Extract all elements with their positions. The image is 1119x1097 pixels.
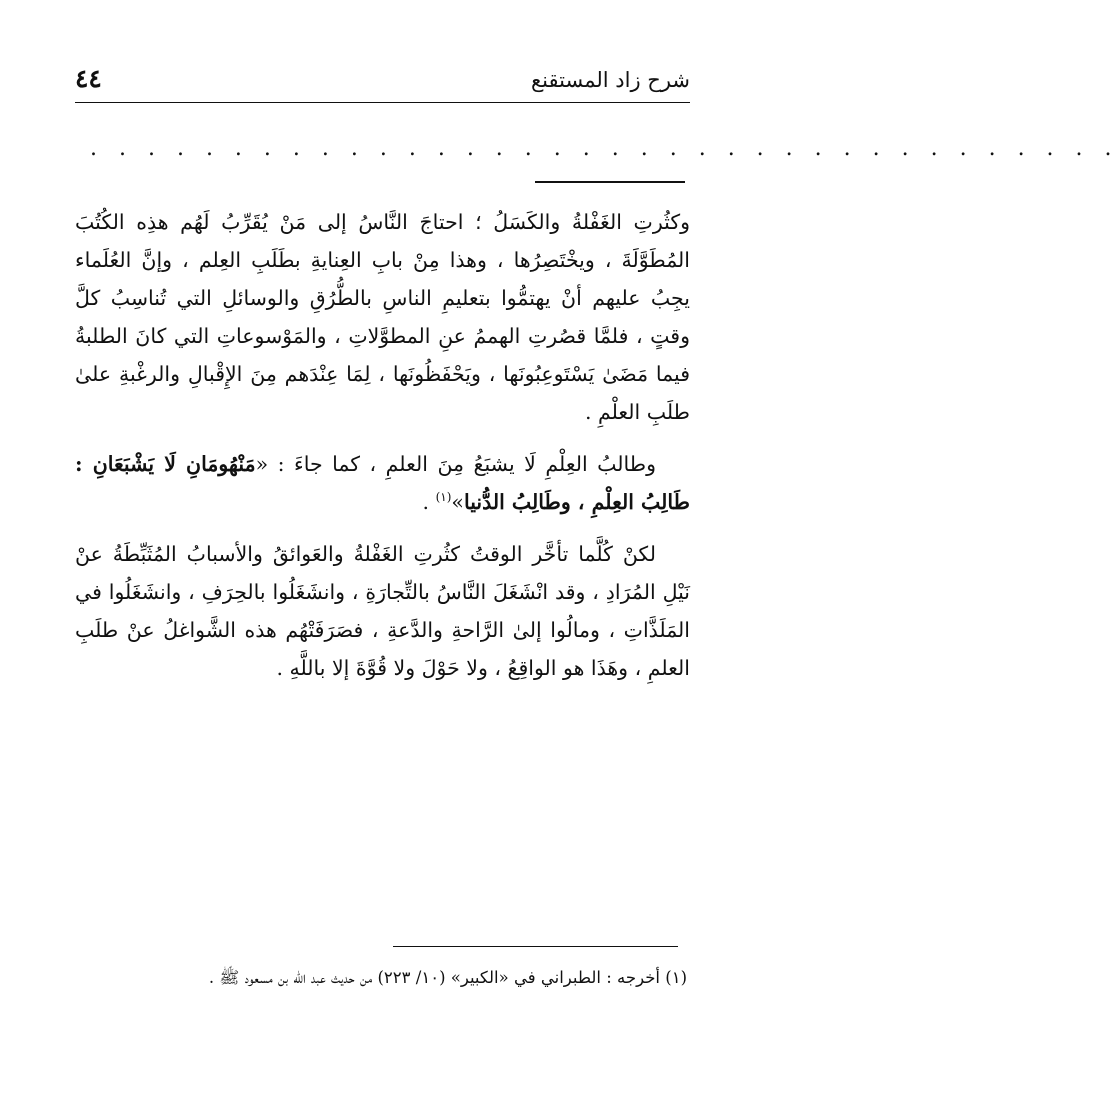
main-text bbox=[75, 203, 690, 701]
hadith-text: مَنْهُومَانِ لَا يَشْبَعَانِ : طَالِبُ العِلْمِ ، وطَالِبُ الدُّنيا bbox=[75, 452, 690, 514]
paragraph-3: لكنْ كُلَّما تأخَّر الوقتُ كثُرتِ الغَفْلةُ والعَوائقُ والأسبابُ المُثَبِّطَةُ عنْ نَيْلِ المُرَادِ ، وقد انْشَغَلَ النَّاسُ بالتِّجارَةِ ، وانشَغَلُوا بالحِرَفِ ، وانشَغَلُوا في المَلَذَّاتِ ، ومالُوا إلىٰ الرَّاحةِ والدَّعةِ ، فصَرَفَتْهُم هذه الشَّواغلُ عنْ طلَبِ العلمِ ، وهَذَا هو الواقِعُ ، ولا حَوْلَ ولا قُوَّةَ إلا باللَّهِ . bbox=[75, 542, 690, 680]
paragraph-2 bbox=[75, 445, 690, 521]
section-rule bbox=[535, 181, 685, 183]
hadith-close-quote: » bbox=[451, 490, 464, 514]
page-header bbox=[75, 62, 690, 103]
paragraph-2-end: . bbox=[422, 490, 436, 514]
paragraph-2-intro: وطالبُ العِلْمِ لَا يشبَعُ مِنَ العلمِ ، كما جاءَ : « bbox=[255, 452, 657, 476]
running-title: شرح زاد المستقنع bbox=[531, 68, 690, 92]
footnote: (١) أخرجه : الطبراني في «الكبير» (١٠/ ٢٢٣) من حديث عبد اللّه بن مسعود ﷺ . bbox=[208, 968, 687, 987]
footnote-reference: (١) bbox=[435, 490, 452, 505]
page-number: ٤٤ bbox=[75, 64, 102, 93]
dotted-separator: . . . . . . . . . . . . . . . . . . . . . . . . . . . . . . . . . . . . bbox=[90, 136, 1119, 161]
footnote-rule bbox=[393, 946, 678, 947]
paragraph-1: وكثُرتِ الغَفْلةُ والكَسَلُ ؛ احتاجَ النَّاسُ إلى مَنْ يُقَرِّبُ لَهُم هذِه الكُتُبَ المُطَوَّلَةَ ، ويخْتَصِرُها ، وهذا مِنْ بابِ العِنايةِ بطَلَبِ العِلم ، وإنَّ العُلَماء يجِبُ عليهم أنْ يهتمُّوا بتعليمِ الناسِ بالطُّرُقِ والوسائلِ التي تُناسِبُ كلَّ وقتٍ ، فلمَّا قصُرتِ الهممُ عنِ المطوَّلاتِ ، والمَوْسوعاتِ التي كانَ الطلبةُ فيما مَضَىٰ يَسْتَوعِبُونَها ، ويَحْفَظُونَها ، لِمَا عِنْدَهم مِنَ الإِقْبالِ والرغْبةِ علىٰ طلَبِ العلْمِ . bbox=[75, 210, 690, 424]
